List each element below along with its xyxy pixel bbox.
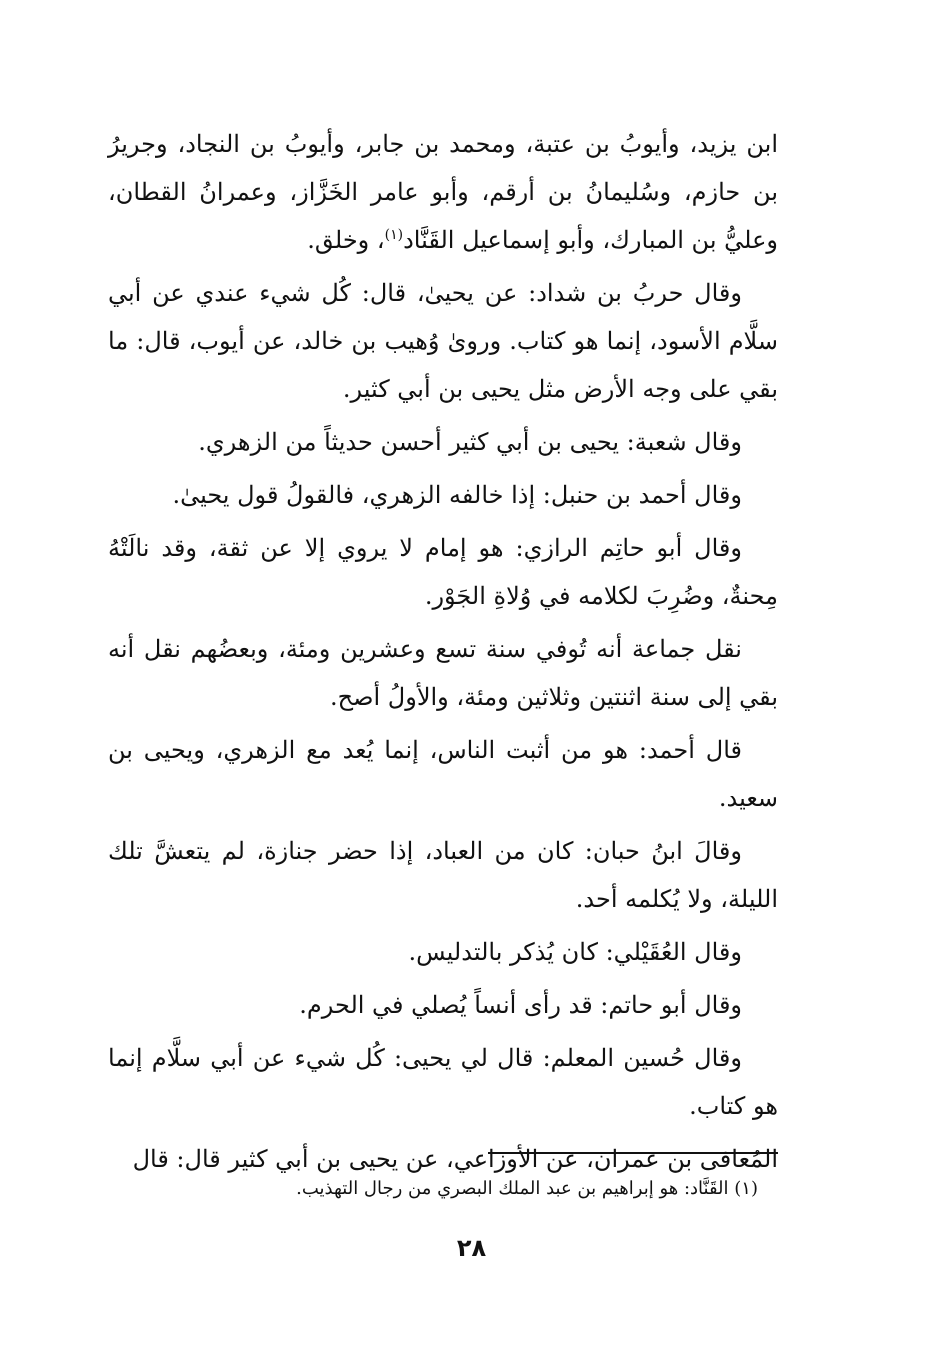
paragraph-1: [108, 120, 778, 264]
paragraph-9: وقال العُقَيْلي: كان يُذكر بالتدليس.: [408, 938, 742, 966]
paragraph-7: قال أحمد: هو من أثبت الناس، إنما يُعد مع الزهري، ويحيى بن سعيد.: [108, 736, 778, 812]
paragraph-2: وقال حربُ بن شداد: عن يحيىٰ، قال: كُل شيء عندي عن أبي سلَّام الأسود، إنما هو كتاب. ورویٰ وُهيب بن خالد، عن أيوب، قال: ما بقي على وجه الأرض مثل يحيى بن أبي كثير.: [108, 279, 778, 403]
paragraph-5: وقال أبو حاتِم الرازي: هو إمام لا يروي إلا عن ثقة، وقد نالَتْهُ مِحنةٌ، وضُرِبَ لكلامه في وُلاةِ الجَوْر.: [108, 534, 778, 610]
main-text: [108, 120, 778, 1188]
footnote: (١) القَنَّاد: هو إبراهيم بن عبد الملك البصري من رجال التهذيب.: [296, 1178, 758, 1199]
paragraph-8: وقالَ ابنُ حبان: كان من العباد، إذا حضر جنازة، لم يتعشَّ تلك الليلة، ولا يُكلمه أحد.: [108, 837, 778, 913]
paragraph-6: نقل جماعة أنه تُوفي سنة تسع وعشرين ومئة، وبعضُهم نقل أنه بقي إلى سنة اثنتين وثلاثين ومئة، والأولُ أصح.: [108, 635, 778, 711]
paragraph-1-text: ابن يزيد، وأيوبُ بن عتبة، ومحمد بن جابر، وأيوبُ بن النجاد، وجريرُ بن حازم، وسُليمانُ بن أرقم، وأبو عامر الخَزَّاز، وعمرانُ القطان، وعليُّ بن المبارك، وأبو إسماعيل القَنَّاد: [108, 130, 778, 254]
paragraph-3: وقال شعبة: يحيى بن أبي كثير أحسن حديثاً من الزهري.: [198, 428, 742, 456]
paragraph-4: وقال أحمد بن حنبل: إذا خالفه الزهري، فالقولُ قول يحيىٰ.: [172, 481, 742, 509]
paragraph-11: وقال حُسين المعلم: قال لي يحيى: كُل شيء عن أبي سلَّام إنما هو كتاب.: [108, 1044, 778, 1120]
paragraph-1-tail: ، وخلق.: [307, 226, 385, 254]
paragraph-10: وقال أبو حاتم: قد رأى أنساً يُصلي في الحرم.: [299, 991, 742, 1019]
footnote-divider: [488, 1152, 778, 1154]
page-number: ٢٨: [456, 1234, 487, 1262]
footnote-reference: (١): [384, 227, 404, 243]
paragraph-12: المُعافى بن عمران، عن الأوزاعي، عن يحيى بن أبي كثير قال: قال: [132, 1145, 778, 1173]
